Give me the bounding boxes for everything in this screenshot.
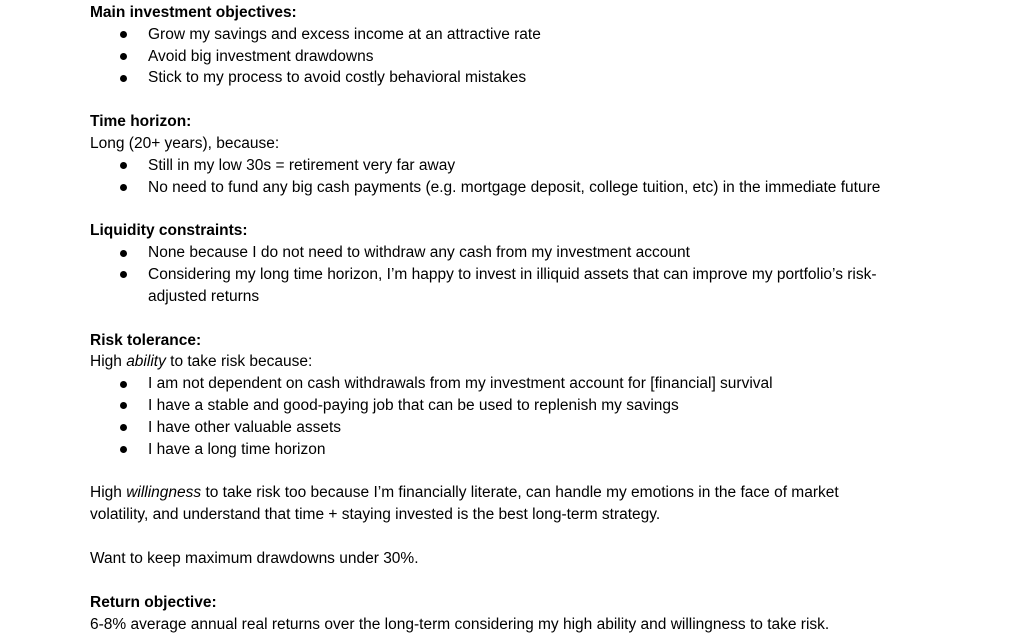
bullet-icon [120,446,127,453]
bullet-icon [120,162,127,169]
risk-heading: Risk tolerance: [90,331,202,349]
bullet-icon [120,424,127,431]
objectives-list [90,24,950,89]
return-heading: Return objective: [90,593,217,611]
list-item: I have a stable and good-paying job that can be used to replenish my savings [90,395,950,417]
risk-willingness-paragraph: High willingness to take risk too because I’m financially literate, can handle my emotions in the face of market volatility, and understand that time + staying invested is the best long-term strategy. [90,484,839,524]
document-body [90,2,950,635]
drawdown-statement: Want to keep maximum drawdowns under 30%. [90,549,419,567]
list-item: Grow my savings and excess income at an attractive rate [90,24,950,46]
list-item: None because I do not need to withdraw any cash from my investment account [90,242,950,264]
bullet-icon [120,53,127,60]
risk-ability-intro: High ability to take risk because: [90,353,313,371]
objectives-heading: Main investment objectives: [90,4,297,21]
list-item: Considering my long time horizon, I’m happy to invest in illiquid assets that can improve my portfolio’s risk-adjusted returns [90,264,918,308]
liquidity-list [90,242,950,307]
list-item: No need to fund any big cash payments (e.g. mortgage deposit, college tuition, etc) in the immediate future [90,177,950,199]
bullet-icon [120,381,127,388]
bullet-icon [120,271,127,278]
time-horizon-intro: Long (20+ years), because: [90,134,280,152]
bullet-icon [120,75,127,82]
return-text: 6-8% average annual real returns over the long-term considering my high ability and willingness to take risk. [90,615,830,633]
liquidity-heading: Liquidity constraints: [90,222,248,240]
list-item: I have other valuable assets [90,417,950,439]
list-item: Stick to my process to avoid costly behavioral mistakes [90,67,950,89]
time-horizon-list [90,155,950,199]
time-horizon-heading: Time horizon: [90,113,192,131]
list-item: I have a long time horizon [90,439,950,461]
bullet-icon [120,184,127,191]
bullet-icon [120,250,127,257]
list-item: Avoid big investment drawdowns [90,46,950,68]
list-item: I am not dependent on cash withdrawals from my investment account for [financial] survival [90,373,950,395]
bullet-icon [120,31,127,38]
bullet-icon [120,402,127,409]
risk-list [90,373,950,460]
list-item: Still in my low 30s = retirement very far away [90,155,950,177]
